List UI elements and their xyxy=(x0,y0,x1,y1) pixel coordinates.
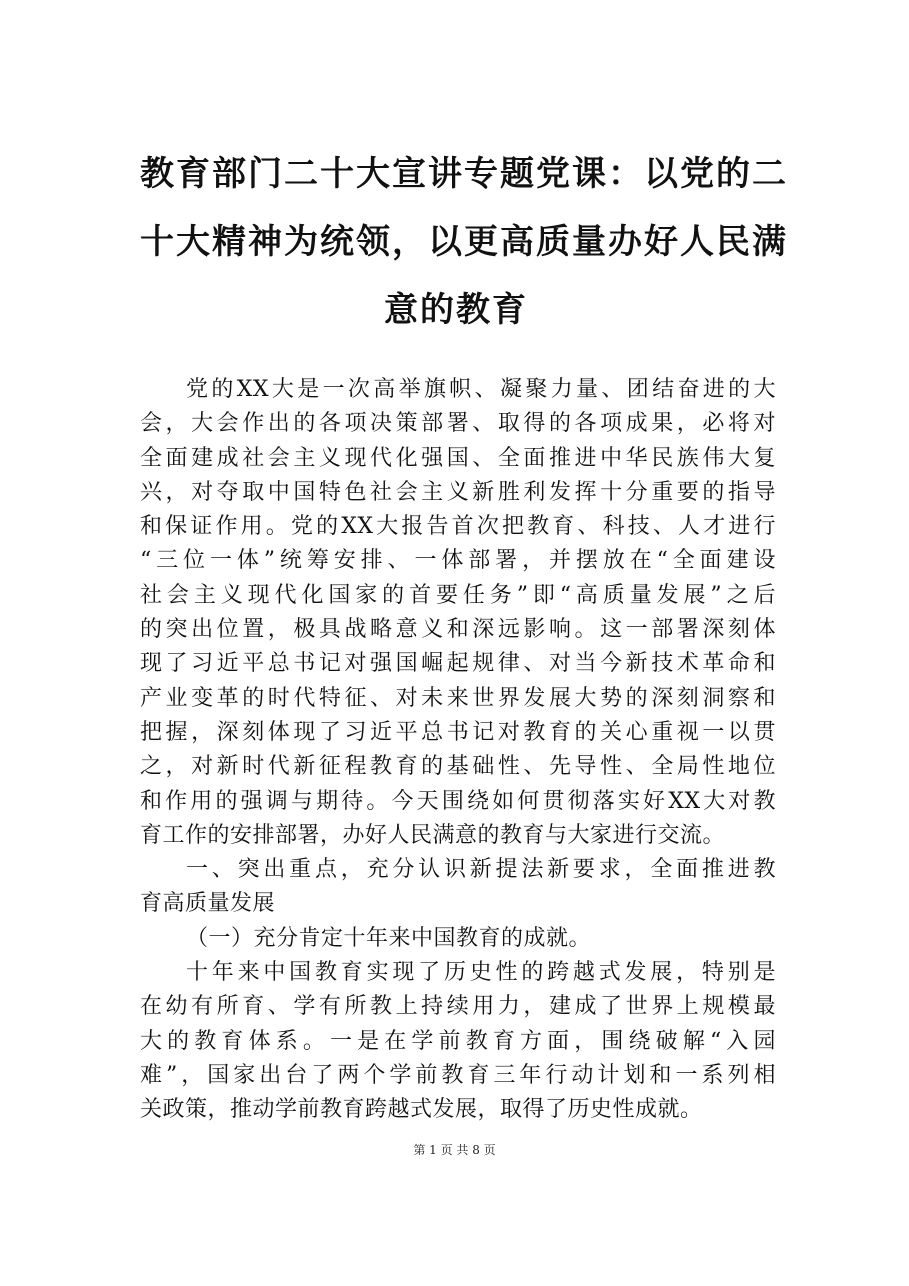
section-heading xyxy=(140,853,776,922)
text-line: 和保证作用。党的XX大报告首次把教育、科技、人才进行 xyxy=(140,514,776,540)
subsection-heading xyxy=(140,922,776,956)
document-title xyxy=(140,140,788,344)
text-line: 和作用的强调与期待。今天围绕如何贯彻落实好XX大对教 xyxy=(140,788,776,814)
text-line: 难”，国家出台了两个学前教育三年行动计划和一系列相 xyxy=(140,1062,776,1088)
text-line: 兴，对夺取中国特色社会主义新胜利发挥十分重要的指导 xyxy=(140,479,776,505)
paragraph-intro xyxy=(140,373,776,853)
text-line: 现了习近平总书记对强国崛起规律、对当今新技术革命和 xyxy=(140,651,776,677)
text-line: 一、突出重点，充分认识新提法新要求，全面推进教 xyxy=(186,857,776,883)
text-line: 关政策，推动学前教育跨越式发展，取得了历史性成就。 xyxy=(140,1097,703,1123)
title-line: 十大精神为统领，以更高质量办好人民满 xyxy=(140,222,788,262)
paragraph-achievements xyxy=(140,956,776,1127)
document-body xyxy=(140,373,776,1128)
text-line: （一）充分肯定十年来中国教育的成就。 xyxy=(186,925,592,951)
text-line: 把握，深刻体现了习近平总书记对教育的关心重视一以贯 xyxy=(140,719,776,745)
title-line: 教育部门二十大宣讲专题党课：以党的二 xyxy=(140,154,788,194)
text-line: 之，对新时代新征程教育的基础性、先导性、全局性地位 xyxy=(140,754,776,780)
page-number-footer: 第 1 页 共 8 页 xyxy=(413,1143,496,1157)
text-line: 的突出位置，极具战略意义和深远影响。这一部署深刻体 xyxy=(140,617,776,643)
text-line: 党的XX大是一次高举旗帜、凝聚力量、团结奋进的大 xyxy=(186,377,776,402)
text-line: 育工作的安排部署，办好人民满意的教育与大家进行交流。 xyxy=(140,822,726,848)
text-line: 在幼有所育、学有所教上持续用力，建成了世界上规模最 xyxy=(140,994,776,1020)
text-line: 育高质量发展 xyxy=(140,891,276,917)
text-line: 社会主义现代化国家的首要任务”即“高质量发展”之后 xyxy=(140,582,776,608)
text-line: 大的教育体系。一是在学前教育方面，围绕破解“入园 xyxy=(140,1028,776,1054)
text-line: 十年来中国教育实现了历史性的跨越式发展，特别是 xyxy=(186,960,776,986)
text-line: 产业变革的时代特征、对未来世界发展大势的深刻洞察和 xyxy=(140,685,776,711)
text-line: “三位一体”统筹安排、一体部署，并摆放在“全面建设 xyxy=(140,548,776,574)
text-line: 会，大会作出的各项决策部署、取得的各项成果，必将对 xyxy=(140,411,776,437)
title-line: 意的教育 xyxy=(384,290,528,330)
text-line: 全面建成社会主义现代化强国、全面推进中华民族伟大复 xyxy=(140,445,776,471)
